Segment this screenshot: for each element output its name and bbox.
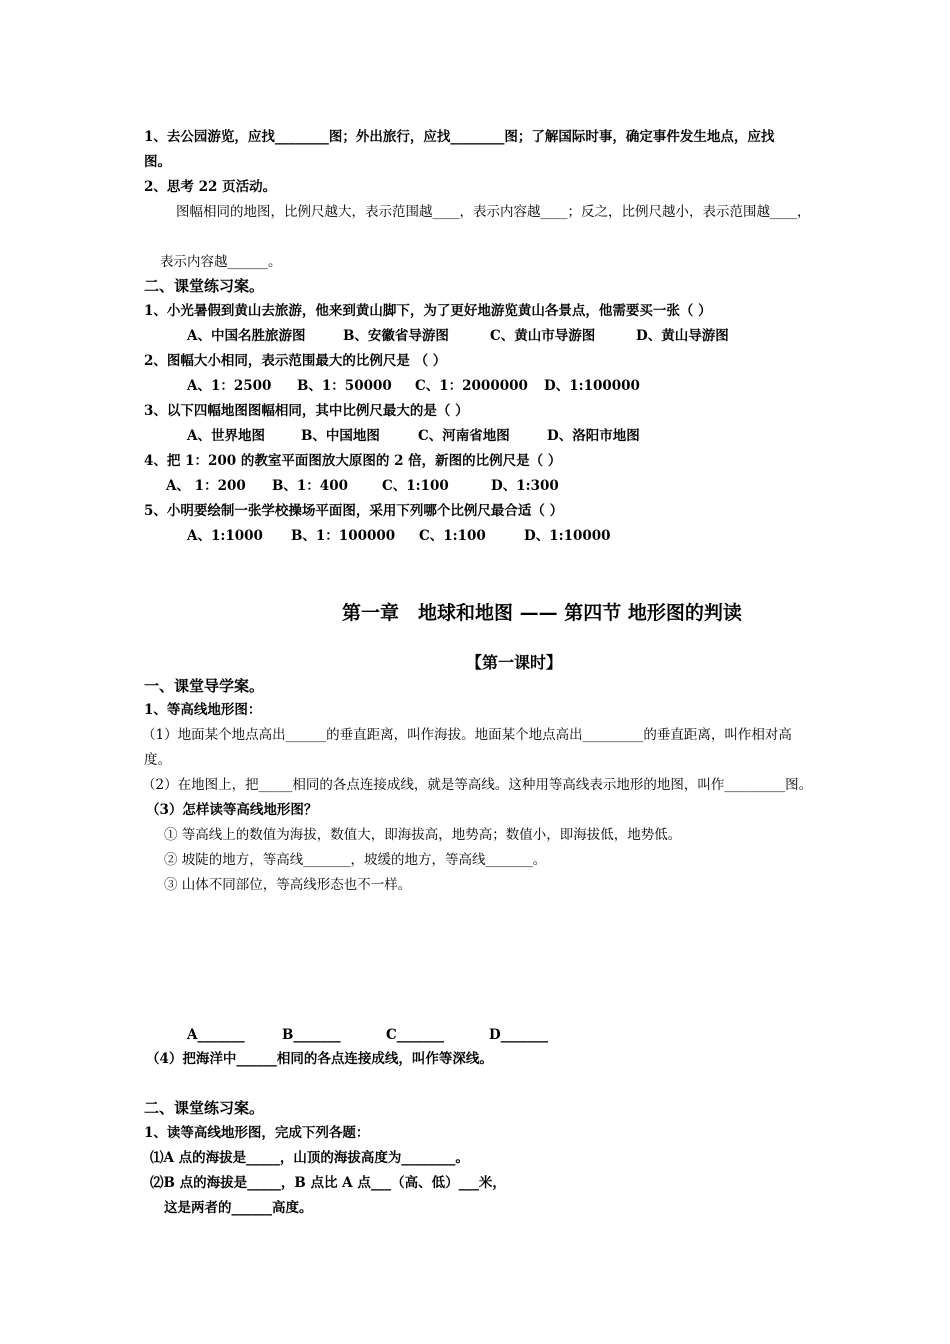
practice1-q2-options xyxy=(187,377,640,395)
guide-p1-line1: （1）地面某个地点高出______的垂直距离，叫作海拔。地面某个地点高出_________的垂直距离，叫作相对高 xyxy=(142,727,792,743)
guide-p3: （3）怎样读等高线地形图？ xyxy=(146,802,318,818)
guide-p3-a: ① 等高线上的数值为海拔，数值大，即海拔高，地势高；数值小，即海拔低，地势低。 xyxy=(164,827,682,843)
lesson-title: 【第一课时】 xyxy=(466,653,563,672)
guide-item1: 1、等高线地形图： xyxy=(144,702,262,718)
q1-line2: 图。 xyxy=(144,154,171,170)
practice2-s1: ⑴A 点的海拔是_____，山顶的海拔高度为________。 xyxy=(150,1150,469,1166)
practice1-q5-options xyxy=(187,527,611,545)
option-b: B、1：400 xyxy=(272,478,348,494)
practice1-q4-options xyxy=(166,477,559,495)
option-b: B、中国地图 xyxy=(301,428,380,444)
option-d: D、黄山导游图 xyxy=(636,328,729,344)
option-d: D、1:100000 xyxy=(544,378,640,394)
guide-p2: （2）在地图上，把_____相同的各点连接成线，就是等高线。这种用等高线表示地形的地图，叫作_________图。 xyxy=(142,777,813,793)
q2-line2: 表示内容越______。 xyxy=(160,254,282,270)
chapter-title: 第一章 地球和地图 —— 第四节 地形图的判读 xyxy=(342,602,742,624)
answer-c: C_______ xyxy=(386,1027,444,1043)
option-d: D、洛阳市地图 xyxy=(547,428,640,444)
practice2-q1: 1、读等高线地形图，完成下列各题： xyxy=(144,1125,370,1141)
answer-d: D_______ xyxy=(489,1027,548,1043)
q2-line1: 图幅相同的地图，比例尺越大，表示范围越____，表示内容越____；反之，比例尺越小，表示范围越____， xyxy=(176,204,811,220)
practice1-q1-stem: 1、小光暑假到黄山去旅游，他来到黄山脚下，为了更好地游览黄山各景点，他需要买一张（ ） xyxy=(144,303,712,319)
guide-p3-b: ② 坡陡的地方，等高线_______，坡缓的地方，等高线_______。 xyxy=(164,852,547,868)
option-c: C、1：2000000 xyxy=(415,378,528,394)
practice2-s3: 这是两者的______高度。 xyxy=(164,1200,313,1216)
practice1-q1-options xyxy=(187,327,729,345)
answer-b: B_______ xyxy=(282,1027,341,1043)
practice2-heading: 二、课堂练习案。 xyxy=(144,1099,265,1117)
option-a: A、中国名胜旅游图 xyxy=(187,328,306,344)
guide-p4: （4）把海洋中______相同的各点连接成线，叫作等深线。 xyxy=(146,1051,493,1067)
q2-title: 2、思考 22 页活动。 xyxy=(144,179,277,195)
option-b: B、1：100000 xyxy=(291,528,396,544)
guide-p3-c: ③ 山体不同部位，等高线形态也不一样。 xyxy=(164,877,412,893)
option-a: A、1:1000 xyxy=(187,528,263,544)
option-b: B、安徽省导游图 xyxy=(343,328,449,344)
q1-line1: 1、去公园游览，应找________图；外出旅行，应找________图；了解国际时事，确定事件发生地点，应找 xyxy=(144,129,775,145)
answer-a: A_______ xyxy=(187,1027,245,1043)
practice1-q2-stem: 2、图幅大小相同，表示范围最大的比例尺是 （ ） xyxy=(144,353,447,369)
practice1-q4-stem: 4、把 1：200 的教室平面图放大原图的 2 倍，新图的比例尺是（ ） xyxy=(144,453,562,469)
practice1-q3-options xyxy=(187,427,640,445)
option-a: A、 1：200 xyxy=(166,478,246,494)
practice1-q5-stem: 5、小明要绘制一张学校操场平面图，采用下列哪个比例尺最合适（ ） xyxy=(144,503,564,519)
option-c: C、黄山市导游图 xyxy=(490,328,596,344)
guide-heading: 一、课堂导学案。 xyxy=(144,677,265,695)
option-b: B、1：50000 xyxy=(297,378,392,394)
option-c: C、1:100 xyxy=(419,528,486,544)
contour-answer-row xyxy=(187,1026,548,1044)
option-c: C、河南省地图 xyxy=(418,428,510,444)
practice2-s2: ⑵B 点的海拔是_____，B 点比 A 点___（高、低）___米， xyxy=(150,1175,506,1191)
option-d: D、1:300 xyxy=(491,478,559,494)
practice1-heading: 二、课堂练习案。 xyxy=(144,277,265,295)
option-a: A、1：2500 xyxy=(187,378,272,394)
option-d: D、1:10000 xyxy=(524,528,611,544)
guide-p1-line2: 度。 xyxy=(144,752,171,768)
practice1-q3-stem: 3、以下四幅地图图幅相同，其中比例尺最大的是（ ） xyxy=(144,403,469,419)
option-a: A、世界地图 xyxy=(187,428,265,444)
option-c: C、1:100 xyxy=(382,478,449,494)
